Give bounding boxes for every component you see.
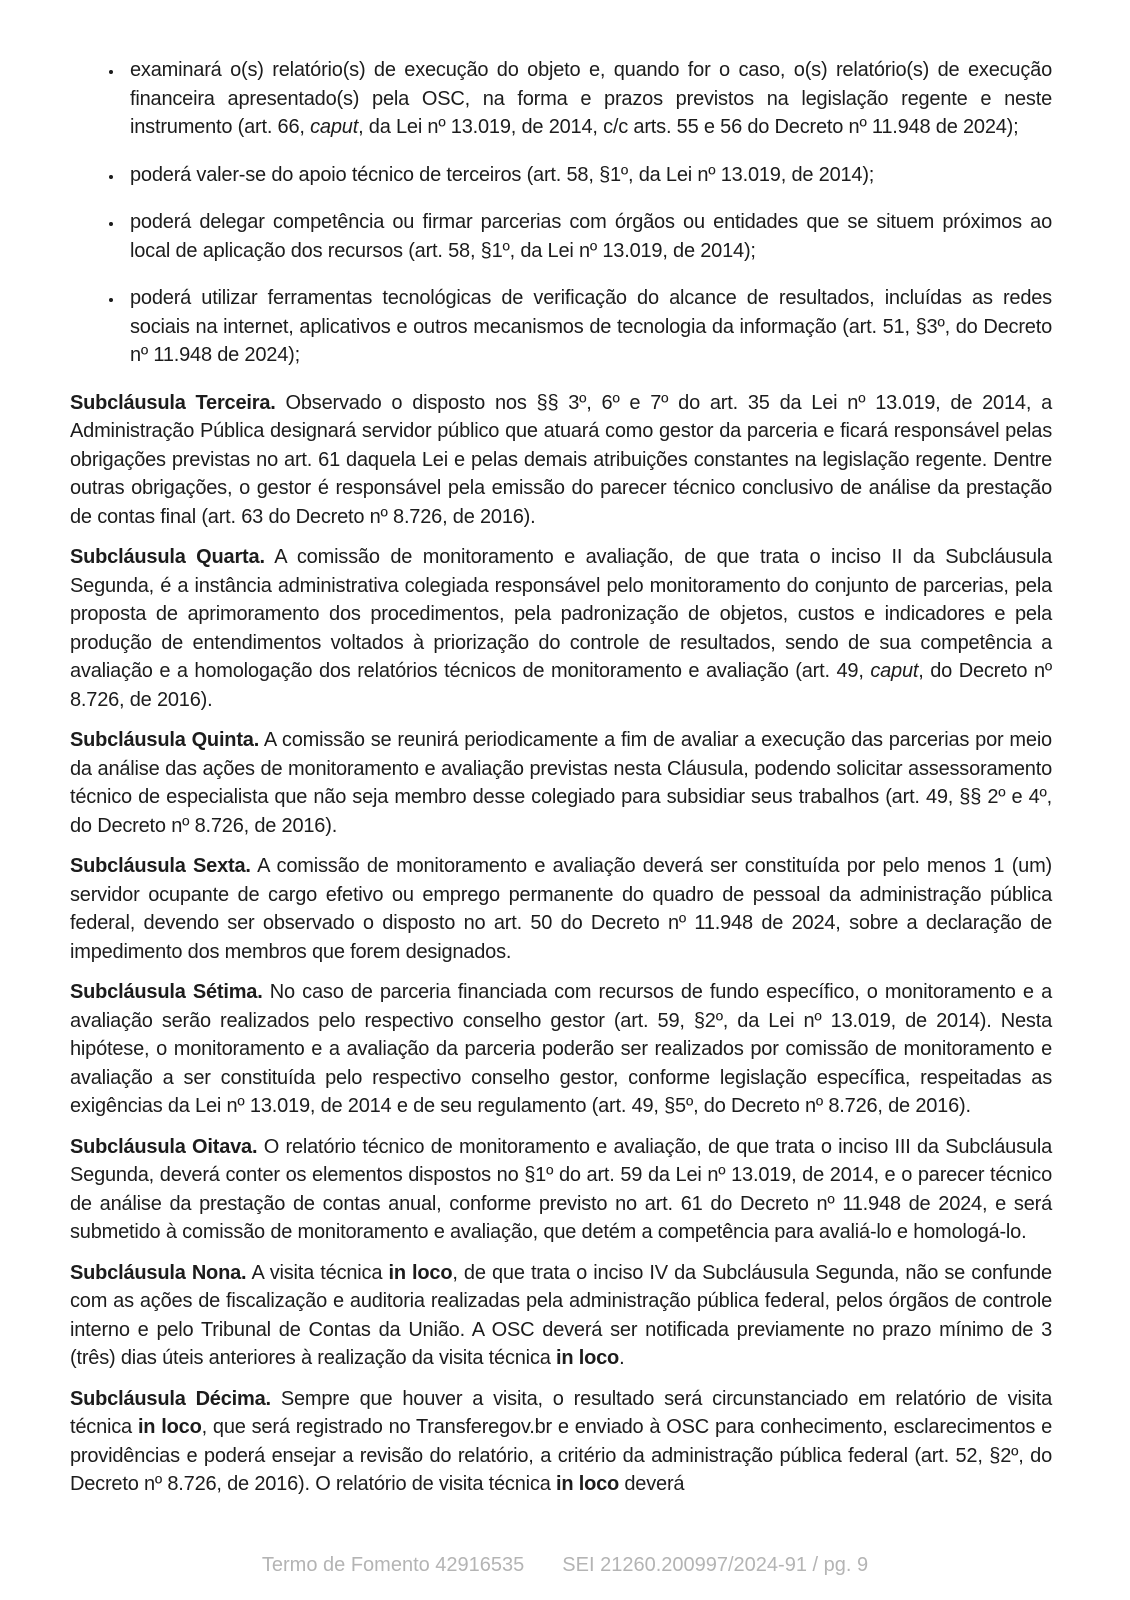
text-segment: poderá delegar competência ou firmar parcerias com órgãos ou entidades que se situem próximos ao local de aplicação dos recursos (art. 58, §1º, da Lei nº 13.019, de 2014);: [130, 211, 1052, 262]
bold-text-segment: Subcláusula Quarta.: [70, 546, 265, 568]
bold-text-segment: in loco: [388, 1261, 453, 1284]
bold-text-segment: Subcláusula Décima.: [70, 1387, 271, 1410]
bold-text-segment: Subcláusula Nona.: [70, 1261, 247, 1284]
footer-document-label: Termo de Fomento 42916535: [261, 1554, 525, 1576]
text-segment: .: [619, 1347, 625, 1369]
bold-text-segment: Subcláusula Sétima.: [70, 981, 263, 1003]
bold-text-segment: in loco: [555, 1473, 620, 1495]
text-segment: , de que trata o inciso IV da Subcláusula Segunda, não se confunde com as ações de fiscalização e auditoria realizadas pela administração pública federal, pelos órgãos de controle interno e pelo Tribunal de Contas da União. A OSC deverá ser notificada previamente no prazo mínimo de 3 (três) dias úteis anteriores à realização da visita técnica: [70, 1261, 1052, 1369]
text-segment: deverá: [619, 1473, 685, 1495]
bullet-item: [124, 208, 1052, 265]
text-segment: , da Lei nº 13.019, de 2014, c/c arts. 55 e 56 do Decreto nº 11.948 de 2024);: [358, 116, 1019, 138]
text-segment: poderá valer-se do apoio técnico de terceiros (art. 58, §1º, da Lei nº 13.019, de 2014);: [130, 163, 875, 186]
clause-paragraph: [70, 1259, 1052, 1373]
text-segment: , que será registrado no Transferegov.br e enviado à OSC para conhecimento, esclarecimentos e providências e poderá ensejar a revisão do relatório, a critério da administração pública federal (art. 52, §2º, do Decreto nº 8.726, de 2016). O relatório de visita técnica: [70, 1416, 1053, 1495]
bullet-item: [124, 284, 1052, 370]
clause-paragraph: [70, 543, 1052, 714]
text-segment: A comissão de monitoramento e avaliação deverá ser constituída por pelo menos 1 (um) servidor ocupante de cargo efetivo ou emprego permanente do quadro de pessoal da administração pública federal, devendo ser observado o disposto no art. 50 do Decreto nº 11.948 de 2024, sobre a declaração de impedimento dos membros que forem designados.: [70, 855, 1052, 963]
text-segment: Observado o disposto nos §§ 3º, 6º e 7º do art. 35 da Lei nº 13.019, de 2014, a Administração Pública designará servidor público que atuará como gestor da parceria e ficará responsável pelas obrigações previstas no art. 61 daquela Lei e pelas demais atribuições constantes na legislação regente. Dentre outras obrigações, o gestor é responsável pela emissão do parecer técnico conclusivo de análise da prestação de contas final (art. 63 do Decreto nº 8.726, de 2016).: [70, 391, 1052, 528]
text-segment: No caso de parceria financiada com recursos de fundo específico, o monitoramento e a avaliação serão realizados pelo respectivo conselho gestor (art. 59, §2º, da Lei nº 13.019, de 2014). Nesta hipótese, o monitoramento e a avaliação da parceria poderão ser realizados por comissão de monitoramento e avaliação a ser constituída pelo respectivo conselho gestor, conforme legislação específica, respeitadas as exigências da Lei nº 13.019, de 2014 e de seu regulamento (art. 49, §5º, do Decreto nº 8.726, de 2016).: [70, 981, 1052, 1117]
bold-text-segment: Subcláusula Oitava.: [70, 1135, 258, 1158]
clause-paragraph: [70, 1133, 1052, 1247]
bold-text-segment: Subcláusula Quinta.: [70, 729, 260, 751]
page-footer: [0, 1551, 1130, 1580]
bold-text-segment: in loco: [556, 1347, 620, 1369]
clause-paragraph: [70, 1385, 1052, 1499]
clause-list: [70, 389, 1052, 1499]
text-segment: , do Decreto nº 8.726, de 2016).: [70, 660, 1052, 711]
clause-paragraph: [70, 726, 1052, 840]
text-segment: examinará o(s) relatório(s) de execução do objeto e, quando for o caso, o(s) relatório(s) de execução financeira apresentado(s) pela OSC, na forma e prazos previstos na legislação regente e neste instrumento (art. 66,: [130, 59, 1052, 138]
text-segment: poderá utilizar ferramentas tecnológicas de verificação do alcance de resultados, incluídas as redes sociais na internet, aplicativos e outros mecanismos de tecnologia da informação (art. 51, §3º, do Decreto nº 11.948 de 2024);: [130, 287, 1052, 366]
bullet-item: [124, 161, 1052, 190]
bullet-item: [124, 56, 1052, 142]
bold-text-segment: in loco: [137, 1416, 202, 1438]
text-segment: A comissão se reunirá periodicamente a fim de avaliar a execução das parcerias por meio da análise das ações de monitoramento e avaliação previstas nesta Cláusula, podendo solicitar assessoramento técnico de especialista que não seja membro desse colegiado para subsidiar seus trabalhos (art. 49, §§ 2º e 4º, do Decreto nº 8.726, de 2016).: [70, 729, 1052, 837]
clause-paragraph: [70, 389, 1052, 532]
italic-text-segment: caput: [310, 116, 359, 138]
bold-text-segment: Subcláusula Sexta.: [70, 855, 251, 877]
bullet-list: [70, 56, 1052, 370]
text-segment: Sempre que houver a visita, o resultado será circunstanciado em relatório de visita técnica: [70, 1387, 1053, 1438]
text-segment: A comissão de monitoramento e avaliação, de que trata o inciso II da Subcláusula Segunda, é a instância administrativa colegiada responsável pelo monitoramento do conjunto de parcerias, pela proposta de aprimoramento dos procedimentos, pela padronização de objetos, custos e indicadores e pela produção de entendimentos voltados à priorização do controle de resultados, sendo de sua competência a avaliação e a homologação dos relatórios técnicos de monitoramento e avaliação (art. 49,: [70, 546, 1052, 682]
clause-paragraph: [70, 852, 1052, 966]
italic-text-segment: caput: [870, 660, 919, 682]
clause-paragraph: [70, 978, 1052, 1121]
bold-text-segment: Subcláusula Terceira.: [70, 391, 276, 414]
text-segment: A visita técnica: [246, 1261, 389, 1284]
footer-sei-page-label: SEI 21260.200997/2024-91 / pg. 9: [562, 1554, 869, 1576]
text-segment: O relatório técnico de monitoramento e avaliação, de que trata o inciso III da Subcláusula Segunda, deverá conter os elementos dispostos no §1º do art. 59 da Lei nº 13.019, de 2014, e o parecer técnico de análise da prestação de contas anual, conforme previsto no art. 61 do Decreto nº 11.948 de 2024, e será submetido à comissão de monitoramento e avaliação, que detém a competência para avaliá-lo e homologá-lo.: [70, 1135, 1052, 1243]
